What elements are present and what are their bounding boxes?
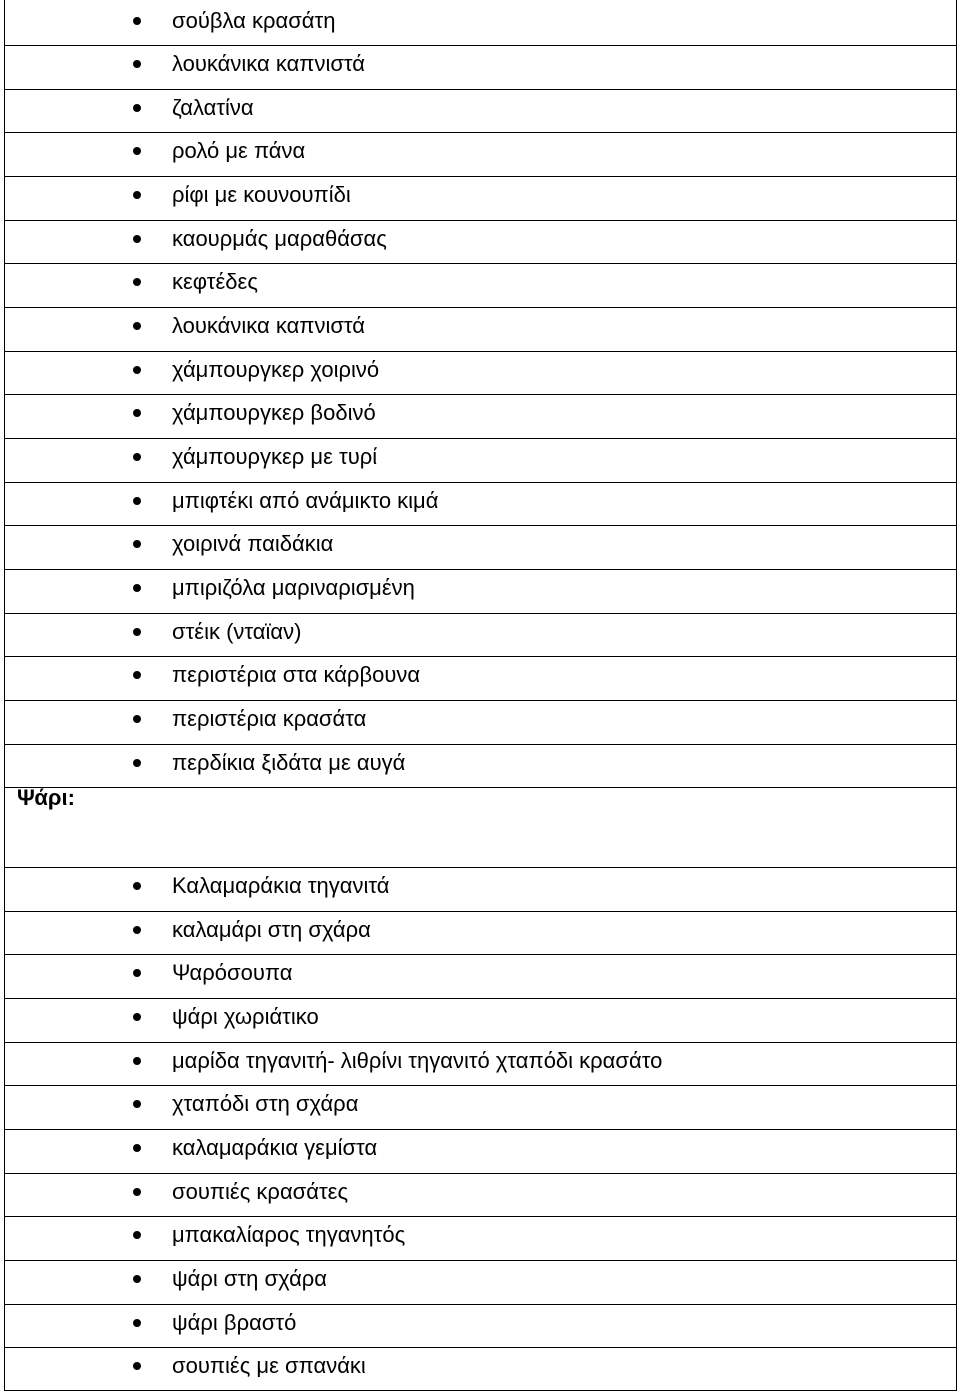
table-row	[4, 912, 957, 955]
list-item: μπακαλίαρος τηγανητός	[172, 1222, 406, 1247]
menu-table	[4, 0, 957, 1391]
list-item: περδίκια ξιδάτα με αυγά	[172, 750, 406, 775]
bullet-icon	[133, 60, 141, 68]
table-row	[4, 1086, 957, 1130]
list-item: χταπόδι στη σχάρα	[172, 1091, 359, 1116]
section-header-row	[4, 785, 957, 868]
bullet-icon	[133, 1100, 141, 1108]
table-row	[4, 133, 957, 177]
bullet-icon	[133, 1275, 141, 1283]
bullet-icon	[133, 882, 141, 890]
list-item: χοιρινά παιδάκια	[172, 531, 334, 556]
table-row	[4, 1305, 957, 1348]
bullet-icon	[133, 1057, 141, 1065]
table-row	[4, 0, 957, 46]
table-row	[4, 352, 957, 395]
table-row	[4, 657, 957, 701]
table-row	[4, 1217, 957, 1261]
list-item: λουκάνικα καπνιστά	[172, 51, 366, 76]
bullet-icon	[133, 17, 141, 25]
bullet-icon	[133, 715, 141, 723]
table-row	[4, 1043, 957, 1086]
bullet-icon	[133, 278, 141, 286]
bullet-icon	[133, 409, 141, 417]
bullet-icon	[133, 235, 141, 243]
bullet-icon	[133, 1188, 141, 1196]
bullet-icon	[133, 584, 141, 592]
list-item: ψάρι βραστό	[172, 1310, 297, 1335]
bullet-icon	[133, 453, 141, 461]
table-row	[4, 308, 957, 352]
bullet-icon	[133, 1144, 141, 1152]
bullet-icon	[133, 671, 141, 679]
bullet-icon	[133, 1013, 141, 1021]
bullet-icon	[133, 1362, 141, 1370]
table-row	[4, 46, 957, 90]
list-item: ζαλατίνα	[172, 95, 254, 120]
list-item: περιστέρια στα κάρβουνα	[172, 662, 421, 687]
list-item: μαρίδα τηγανιτή- λιθρίνι τηγανιτό χταπόδι κρασάτο	[172, 1048, 663, 1073]
bullet-icon	[133, 497, 141, 505]
table-row	[4, 1261, 957, 1305]
bullet-icon	[133, 1231, 141, 1239]
bullet-icon	[133, 322, 141, 330]
bullet-icon	[133, 628, 141, 636]
list-item: ρίφι με κουνουπίδι	[172, 182, 351, 207]
list-item: Ψαρόσουπα	[172, 960, 293, 985]
bullet-icon	[133, 191, 141, 199]
list-item: ψάρι χωριάτικο	[172, 1004, 319, 1029]
bullet-icon	[133, 147, 141, 155]
table-row	[4, 483, 957, 526]
table-row	[4, 264, 957, 308]
bullet-icon	[133, 969, 141, 977]
table-row	[4, 221, 957, 264]
table-row	[4, 395, 957, 439]
bullet-icon	[133, 366, 141, 374]
list-item: σούβλα κρασάτη	[172, 8, 336, 33]
list-item: περιστέρια κρασάτα	[172, 706, 367, 731]
list-item: χάμπουργκερ βοδινό	[172, 400, 376, 425]
table-row	[4, 1130, 957, 1174]
list-item: στέικ (νταϊαν)	[172, 619, 302, 644]
bullet-icon	[133, 540, 141, 548]
list-item: καλαμαράκια γεμίστα	[172, 1135, 378, 1160]
list-item: καλαμάρι στη σχάρα	[172, 917, 371, 942]
bullet-icon	[133, 1319, 141, 1327]
bullet-icon	[133, 759, 141, 767]
bullet-icon	[133, 926, 141, 934]
list-item: σουπιές με σπανάκι	[172, 1353, 366, 1378]
table-row	[4, 745, 957, 788]
list-item: σουπιές κρασάτες	[172, 1179, 349, 1204]
table-row	[4, 526, 957, 570]
table-row	[4, 1348, 957, 1391]
list-item: χάμπουργκερ χοιρινό	[172, 357, 380, 382]
list-item: μπιφτέκι από ανάμικτο κιμά	[172, 488, 439, 513]
table-row	[4, 439, 957, 483]
list-item: χάμπουργκερ με τυρί	[172, 444, 378, 469]
table-row	[4, 90, 957, 133]
table-row	[4, 999, 957, 1043]
list-item: μπιριζόλα μαριναρισμένη	[172, 575, 415, 600]
bullet-icon	[133, 104, 141, 112]
list-item: Καλαμαράκια τηγανιτά	[172, 873, 390, 898]
section-label-fish: Ψάρι:	[17, 785, 75, 810]
table-row	[4, 614, 957, 657]
table-row	[4, 955, 957, 999]
list-item: κεφτέδες	[172, 269, 258, 294]
table-row	[4, 570, 957, 614]
list-item: λουκάνικα καπνιστά	[172, 313, 366, 338]
table-row	[4, 177, 957, 221]
list-item: ψάρι στη σχάρα	[172, 1266, 328, 1291]
table-row	[4, 1174, 957, 1217]
list-item: ρολό με πάνα	[172, 138, 306, 163]
list-item: καουρμάς μαραθάσας	[172, 226, 387, 251]
table-row	[4, 868, 957, 912]
table-row	[4, 701, 957, 745]
